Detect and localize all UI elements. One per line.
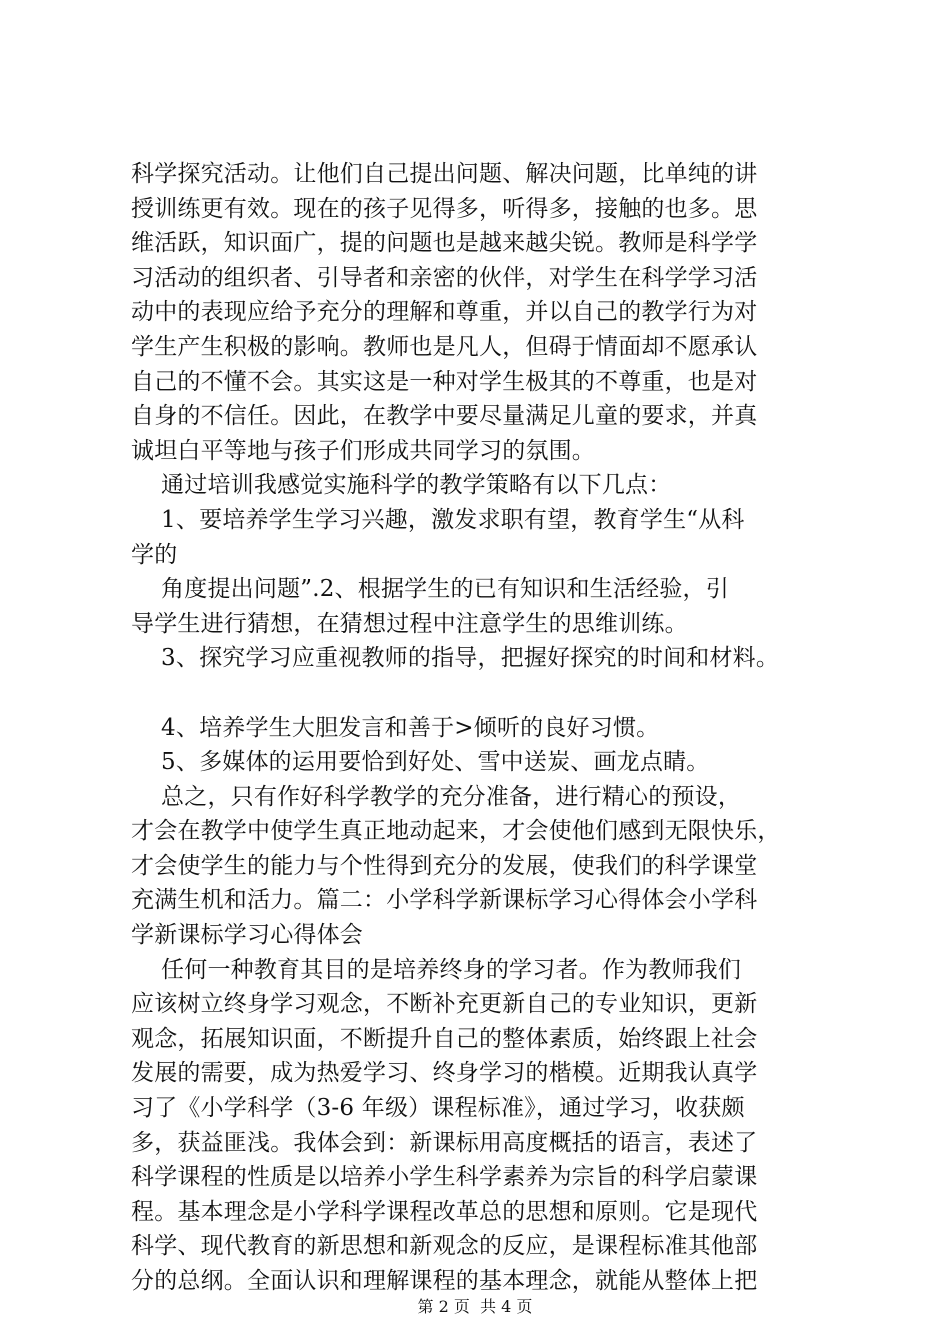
text-line: 5、多媒体的运用要恰到好处、雪中送炭、画龙点睛。	[131, 749, 710, 776]
text-line: 学的	[131, 541, 178, 568]
text-line: 发展的需要，成为热爱学习、终身学习的楷模。近期我认真学	[131, 1060, 758, 1087]
text-line: 观念，拓展知识面，不断提升自己的整体素质，始终跟上社会	[131, 1025, 758, 1052]
text-line: 角度提出问题”.2、根据学生的已有知识和生活经验，引	[131, 576, 729, 603]
text-line: 科学探究活动。让他们自己提出问题、解决问题，比单纯的讲	[131, 161, 758, 187]
text-line: 习了《小学科学（3-6 年级）课程标准》，通过学习，收获颇	[131, 1095, 745, 1122]
text-line: 4、培养学生大胆发言和善于>倾听的良好习惯。	[131, 714, 660, 741]
text-line: 多，获益匪浅。我体会到：新课标用高度概括的语言，表述了	[131, 1129, 758, 1156]
text-line: 自身的不信任。因此，在教学中要尽量满足儿童的要求，并真	[131, 403, 758, 430]
text-line: 应该树立终身学习观念，不断补充更新自己的专业知识，更新	[131, 991, 758, 1018]
text-line: 1、要培养学生学习兴趣，激发求职有望，教育学生“从科	[131, 506, 745, 533]
text-line: 学生产生积极的影响。教师也是凡人，但碍于情面却不愿承认	[131, 333, 758, 360]
text-line: 导学生进行猜想，在猜想过程中注意学生的思维训练。	[131, 610, 688, 637]
text-line: 总之，只有作好科学教学的充分准备，进行精心的预设，	[131, 783, 742, 810]
page-footer: 第 2 页 共 4 页	[417, 1297, 533, 1316]
text-line: 充满生机和活力。篇二：小学科学新课标学习心得体会小学科	[131, 887, 758, 914]
text-line: 任何一种教育其目的是培养终身的学习者。作为教师我们	[131, 956, 742, 983]
text-line: 分的总纲。全面认识和理解课程的基本理念，就能从整体上把	[131, 1268, 758, 1294]
text-line: 学新课标学习心得体会	[131, 922, 363, 949]
text-line: 自己的不懂不会。其实这是一种对学生极其的不尊重，也是对	[131, 368, 758, 395]
text-line: 才会在教学中使学生真正地动起来，才会使他们感到无限快乐，	[131, 818, 781, 845]
text-line: 通过培训我感觉实施科学的教学策略有以下几点：	[131, 472, 672, 499]
text-line: 动中的表现应给予充分的理解和尊重，并以自己的教学行为对	[131, 299, 758, 326]
text-line: 科学、现代教育的新思想和新观念的反应，是课程标准其他部	[131, 1233, 758, 1260]
body-text	[131, 157, 851, 1299]
text-line: 诚坦白平等地与孩子们形成共同学习的氛围。	[131, 437, 595, 464]
text-line: 习活动的组织者、引导者和亲密的伙伴，对学生在科学学习活	[131, 264, 758, 291]
text-line: 程。基本理念是小学科学课程改革总的思想和原则。它是现代	[131, 1198, 758, 1225]
text-line: 才会使学生的能力与个性得到充分的发展，使我们的科学课堂	[131, 852, 758, 879]
blank-line	[131, 676, 851, 711]
text-line: 科学课程的性质是以培养小学生科学素养为宗旨的科学启蒙课	[131, 1164, 758, 1191]
text-line: 授训练更有效。现在的孩子见得多，听得多，接触的也多。思	[131, 195, 758, 222]
text-line: 3、探究学习应重视教师的指导，把握好探究的时间和材料。	[131, 645, 780, 672]
text-line: 维活跃，知识面广，提的问题也是越来越尖锐。教师是科学学	[131, 230, 758, 257]
